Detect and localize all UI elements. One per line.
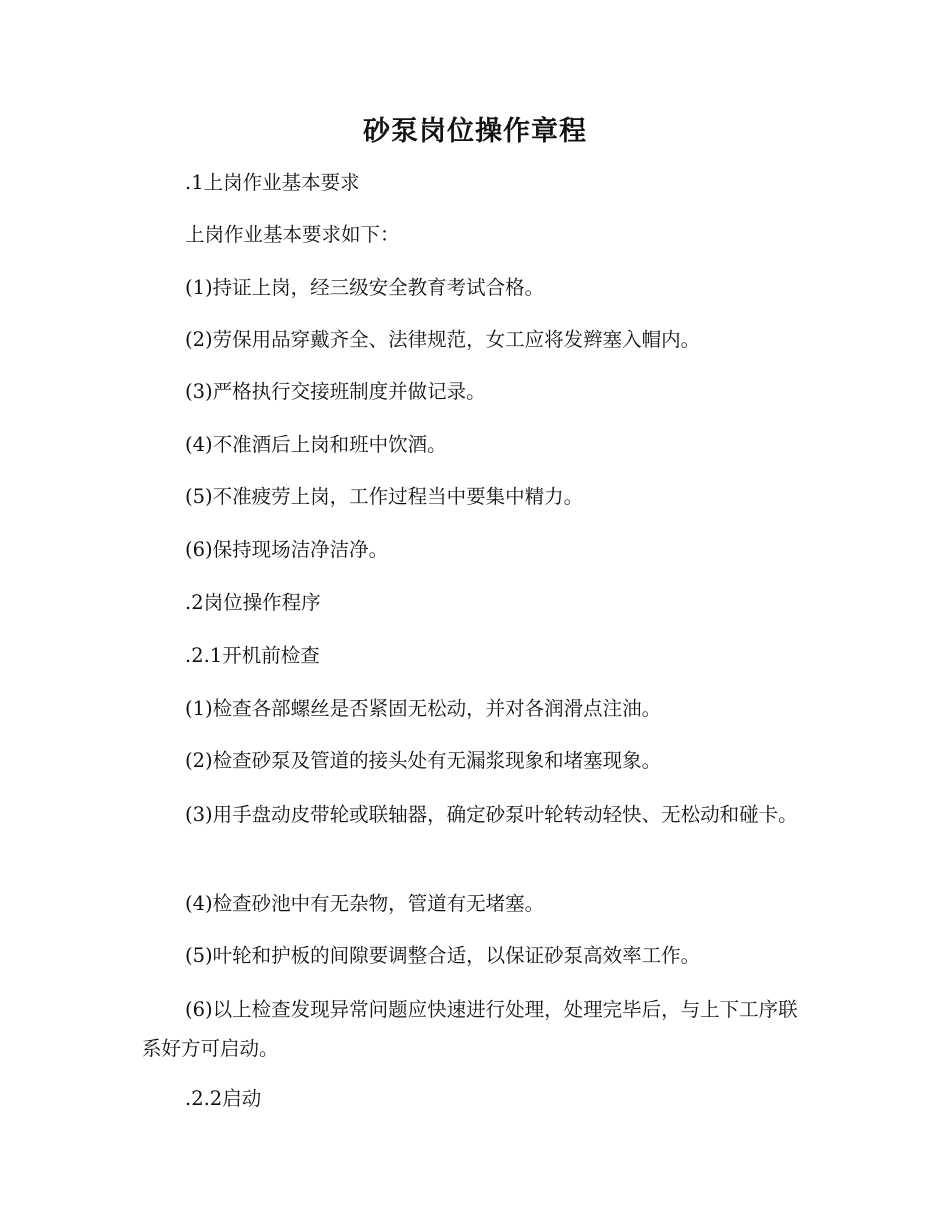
list-item: (2)检查砂泵及管道的接头处有无漏浆现象和堵塞现象。 (185, 749, 662, 772)
paragraph: 上岗作业基本要求如下： (185, 223, 400, 246)
list-item: (6)以上检查发现异常问题应快速进行处理，处理完毕后，与上下工序联系好方可启动。 (142, 998, 798, 1060)
subsection-heading: .2.2启动 (185, 1087, 262, 1110)
list-item: (4)检查砂池中有无杂物，管道有无堵塞。 (185, 892, 545, 915)
subsection-heading: .2.1开机前检查 (185, 644, 320, 667)
list-item: (3)严格执行交接班制度并做记录。 (185, 380, 486, 403)
document-title: 砂泵岗位操作章程 (363, 116, 587, 147)
list-item: (1)检查各部螺丝是否紧固无松动，并对各润滑点注油。 (185, 697, 662, 720)
list-item: (5)不准疲劳上岗，工作过程当中要集中精力。 (185, 485, 584, 508)
list-item: (4)不准酒后上岗和班中饮酒。 (185, 433, 447, 456)
list-item: (3)用手盘动皮带轮或联轴器，确定砂泵叶轮转动轻快、无松动和碰卡。 (185, 803, 798, 826)
section-heading: .1上岗作业基本要求 (185, 171, 360, 194)
list-item: (1)持证上岗，经三级安全教育考试合格。 (185, 276, 545, 299)
list-item: (5)叶轮和护板的间隙要调整合适，以保证砂泵高效率工作。 (185, 944, 701, 967)
section-heading: .2岗位操作程序 (185, 591, 321, 614)
list-item: (6)保持现场洁净洁净。 (185, 538, 389, 561)
list-item: (2)劳保用品穿戴齐全、法律规范，女工应将发辫塞入帽内。 (185, 328, 701, 351)
